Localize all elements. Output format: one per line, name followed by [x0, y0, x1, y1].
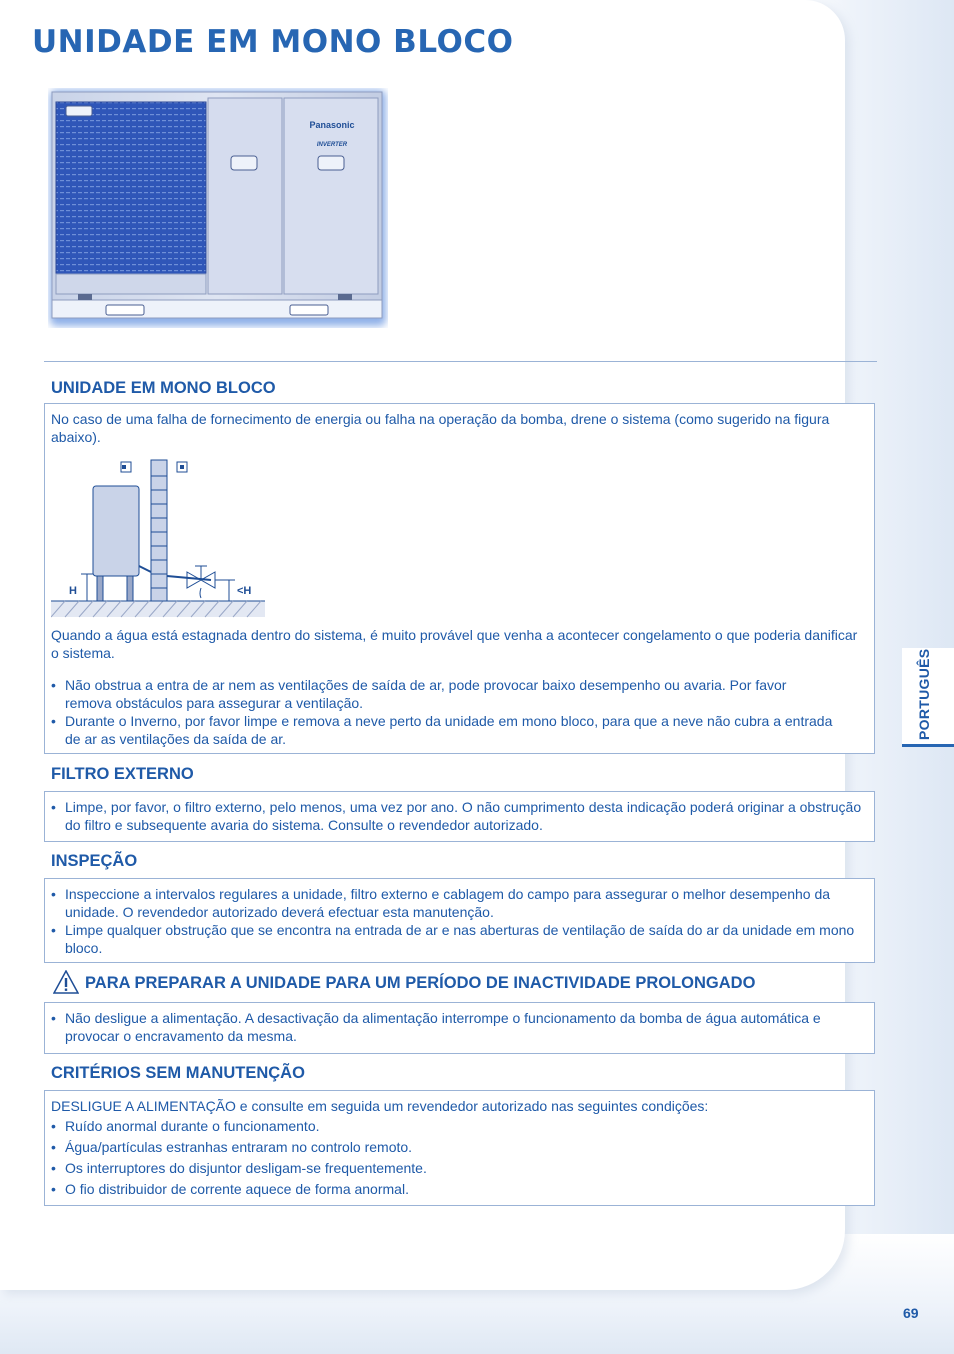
section-box-filtro [44, 791, 875, 842]
list-item: • Inspeccione a intervalos regulares a unidade, filtro externo e cablagem do campo para assegurar o melhor desempenho da unidade. O revendedor autorizado deverá efectuar esta manutenção. [51, 886, 831, 920]
list-item: • Não desligue a alimentação. A desactivação da alimentação interrompe o funcionamento da bomba de água automática e provocar o encravamento da mesma. [51, 1010, 821, 1044]
height-label-right: <H [237, 585, 252, 597]
page-number: 69 [903, 1305, 919, 1321]
list-item: • O fio distribuidor de corrente aquece de forma anormal. [51, 1181, 409, 1197]
page-title: UNIDADE EM MONO BLOCO [32, 24, 514, 60]
criterios-intro: DESLIGUE A ALIMENTAÇÃO e consulte em seguida um revendedor autorizado nas seguintes condições: [51, 1098, 709, 1114]
section-title-inspecao: INSPEÇÃO [51, 852, 138, 870]
list-item: • Não obstrua a entra de ar nem as ventilações de saída de ar, pode provocar baixo desempenho ou avaria. Por favor remova obstáculos para assegurar a ventilação. [51, 677, 787, 711]
filtro-bullet-list [45, 798, 865, 834]
inspecao-bullet-list [45, 885, 870, 957]
section-box-inactividade [44, 1002, 875, 1054]
inverter-logo: INVERTER [316, 142, 348, 148]
divider [44, 361, 877, 362]
drain-diagram [51, 456, 267, 618]
brand-logo: Panasonic [309, 120, 355, 130]
section-title-inactividade: PARA PREPARAR A UNIDADE PARA UM PERÍODO DE INACTIVIDADE PROLONGADO [85, 974, 756, 992]
mono-bloco-note: Quando a água está estagnada dentro do sistema, é muito provável que venha a acontecer congelamento o que poderia danificar o sistema. [51, 627, 858, 661]
section-title-filtro: FILTRO EXTERNO [51, 765, 194, 783]
section-box-criterios [44, 1090, 875, 1206]
list-item: • Ruído anormal durante o funcionamento. [51, 1118, 320, 1134]
height-label-left: H [69, 585, 77, 597]
mono-bloco-intro: No caso de uma falha de fornecimento de energia ou falha na operação da bomba, drene o sistema (como sugerido na figura abaixo). [51, 411, 830, 445]
mono-bloco-unit-illustration [48, 88, 388, 328]
section-box-inspecao [44, 878, 875, 963]
mono-bloco-bullet-list [45, 676, 865, 748]
section-box-mono-bloco [44, 403, 875, 754]
criterios-bullet-list [45, 1117, 865, 1198]
list-item: • Limpe, por favor, o filtro externo, pelo menos, uma vez por ano. O não cumprimento desta indicação poderá originar a obstrução do filtro e subsequente avaria do sistema. Consulte o revendedor autorizado. [51, 799, 862, 833]
section-title-mono-bloco: UNIDADE EM MONO BLOCO [51, 379, 276, 397]
language-tab-label: PORTUGUÊS [916, 648, 932, 740]
list-item: • Os interruptores do disjuntor desligam-se frequentemente. [51, 1160, 427, 1176]
language-tab [902, 648, 954, 747]
inactividade-bullet-list [45, 1009, 870, 1045]
warning-icon [53, 970, 79, 994]
list-item: • Limpe qualquer obstrução que se encontra na entrada de ar e nas aberturas de ventilação de saída do ar da unidade em mono bloco. [51, 922, 855, 956]
section-title-criterios: CRITÉRIOS SEM MANUTENÇÃO [51, 1064, 305, 1082]
list-item: • Durante o Inverno, por favor limpe e remova a neve perto da unidade em mono bloco, para que a neve não cubra a entrada de ar as ventilações da saída de ar. [51, 713, 833, 747]
list-item: • Água/partículas estranhas entraram no controlo remoto. [51, 1139, 413, 1155]
